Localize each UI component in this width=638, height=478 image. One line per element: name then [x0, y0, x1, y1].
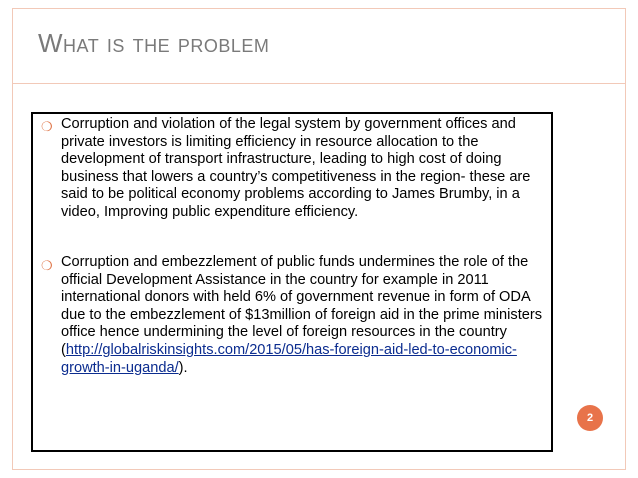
- content-box: [31, 112, 553, 452]
- title-divider: [12, 83, 626, 84]
- slide-title: What is the problem: [38, 28, 270, 58]
- hollow-circle-bullet-icon: ❍: [41, 258, 53, 273]
- bullet-text-1: Corruption and violation of the legal system by government offices and private investors is limiting efficiency in resource allocation to the development of transport infrastructure, leading to high cost of doing business that lowers a country’s competitiveness in the region- these are said to be political economy problems according to James Brumby, in a video, Improving public expenditure efficiency.: [61, 116, 531, 220]
- source-link[interactable]: http://globalriskinsights.com/2015/05/has-foreign-aid-led-to-economic-growth-in-uganda/: [61, 341, 517, 376]
- bullet-text-2: [61, 254, 547, 377]
- bullet-2-text-after: ).: [178, 359, 188, 376]
- hollow-circle-bullet-icon: ❍: [41, 119, 53, 134]
- page-number-badge: 2: [577, 405, 603, 431]
- bullet-2-text-before: Corruption and embezzlement of public funds undermines the role of the official Development Assistance in the country for example in 2011 international donors with held 6% of government revenue in form of ODA due to the embezzlement of $13million of foreign aid in the prime ministers office hence undermining the level of foreign resources in the country (: [61, 254, 543, 358]
